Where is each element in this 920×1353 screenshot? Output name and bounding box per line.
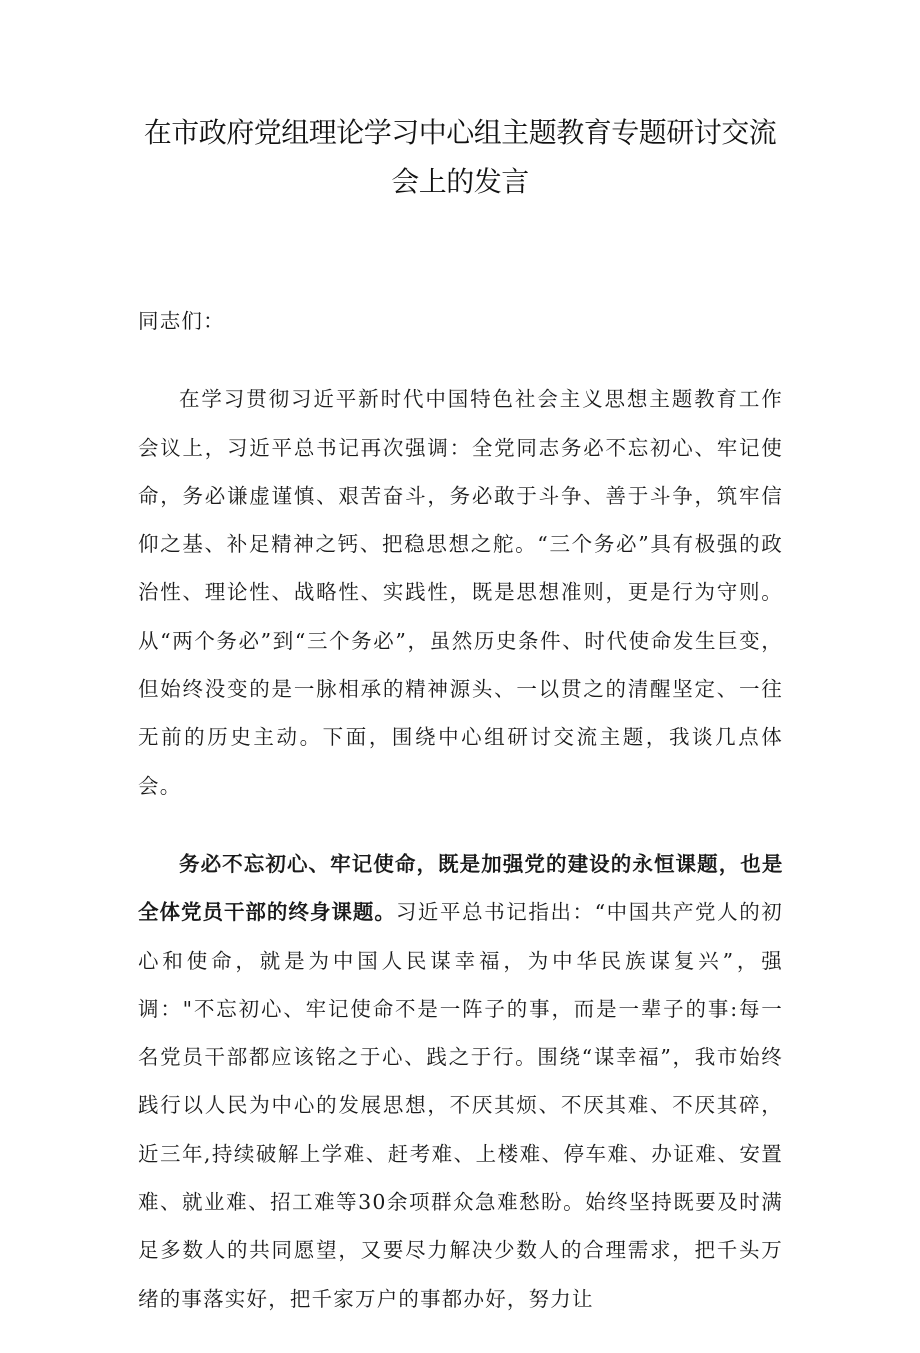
document-body — [138, 297, 783, 1353]
title-line-2: 会上的发言 — [391, 165, 529, 198]
title-line-1: 在市政府党组理论学习中心组主题教育专题研讨交流 — [143, 116, 777, 149]
paragraph-2-lead: 务必不忘初心、牢记使命，既是加强党的建设的永恒课题，也是全体党员干部的终身课题。 — [138, 851, 783, 925]
paragraph-2 — [138, 840, 783, 1323]
document-title — [130, 108, 790, 206]
paragraph-2-body: 习近平总书记指出：“中国共产党人的初心和使命，就是为中国人民谋幸福，为中华民族谋复兴”，强调："不忘初心、牢记使命不是一阵子的事，而是一辈子的事:每一名党员干部都应该铭之于心、践之于行。围绕“谋幸福”，我市始终践行以人民为中心的发展思想，不厌其烦、不厌其难、不厌其碎，近三年,持续破解上学难、赶考难、上楼难、停车难、办证难、安置难、就业难、招工难等30余项群众急难愁盼。始终坚持既要及时满足多数人的共同愿望，又要尽力解决少数人的合理需求，把千头万绪的事落实好，把千家万户的事都办好，努力让 — [138, 900, 783, 1311]
salutation: 同志们： — [138, 309, 225, 333]
paragraph-1: 在学习贯彻习近平新时代中国特色社会主义思想主题教育工作会议上，习近平总书记再次强调：全党同志务必不忘初心、牢记使命，务必谦虚谨慎、艰苦奋斗，务必敢于斗争、善于斗争，筑牢信仰之基、补足精神之钙、把稳思想之舵。“三个务必”具有极强的政治性、理论性、战略性、实践性，既是思想准则，更是行为守则。从“两个务必”到“三个务必”，虽然历史条件、时代使命发生巨变，但始终没变的是一脉相承的精神源头、一以贯之的清醒坚定、一往无前的历史主动。下面，围绕中心组研讨交流主题，我谈几点体会。 — [138, 387, 783, 798]
